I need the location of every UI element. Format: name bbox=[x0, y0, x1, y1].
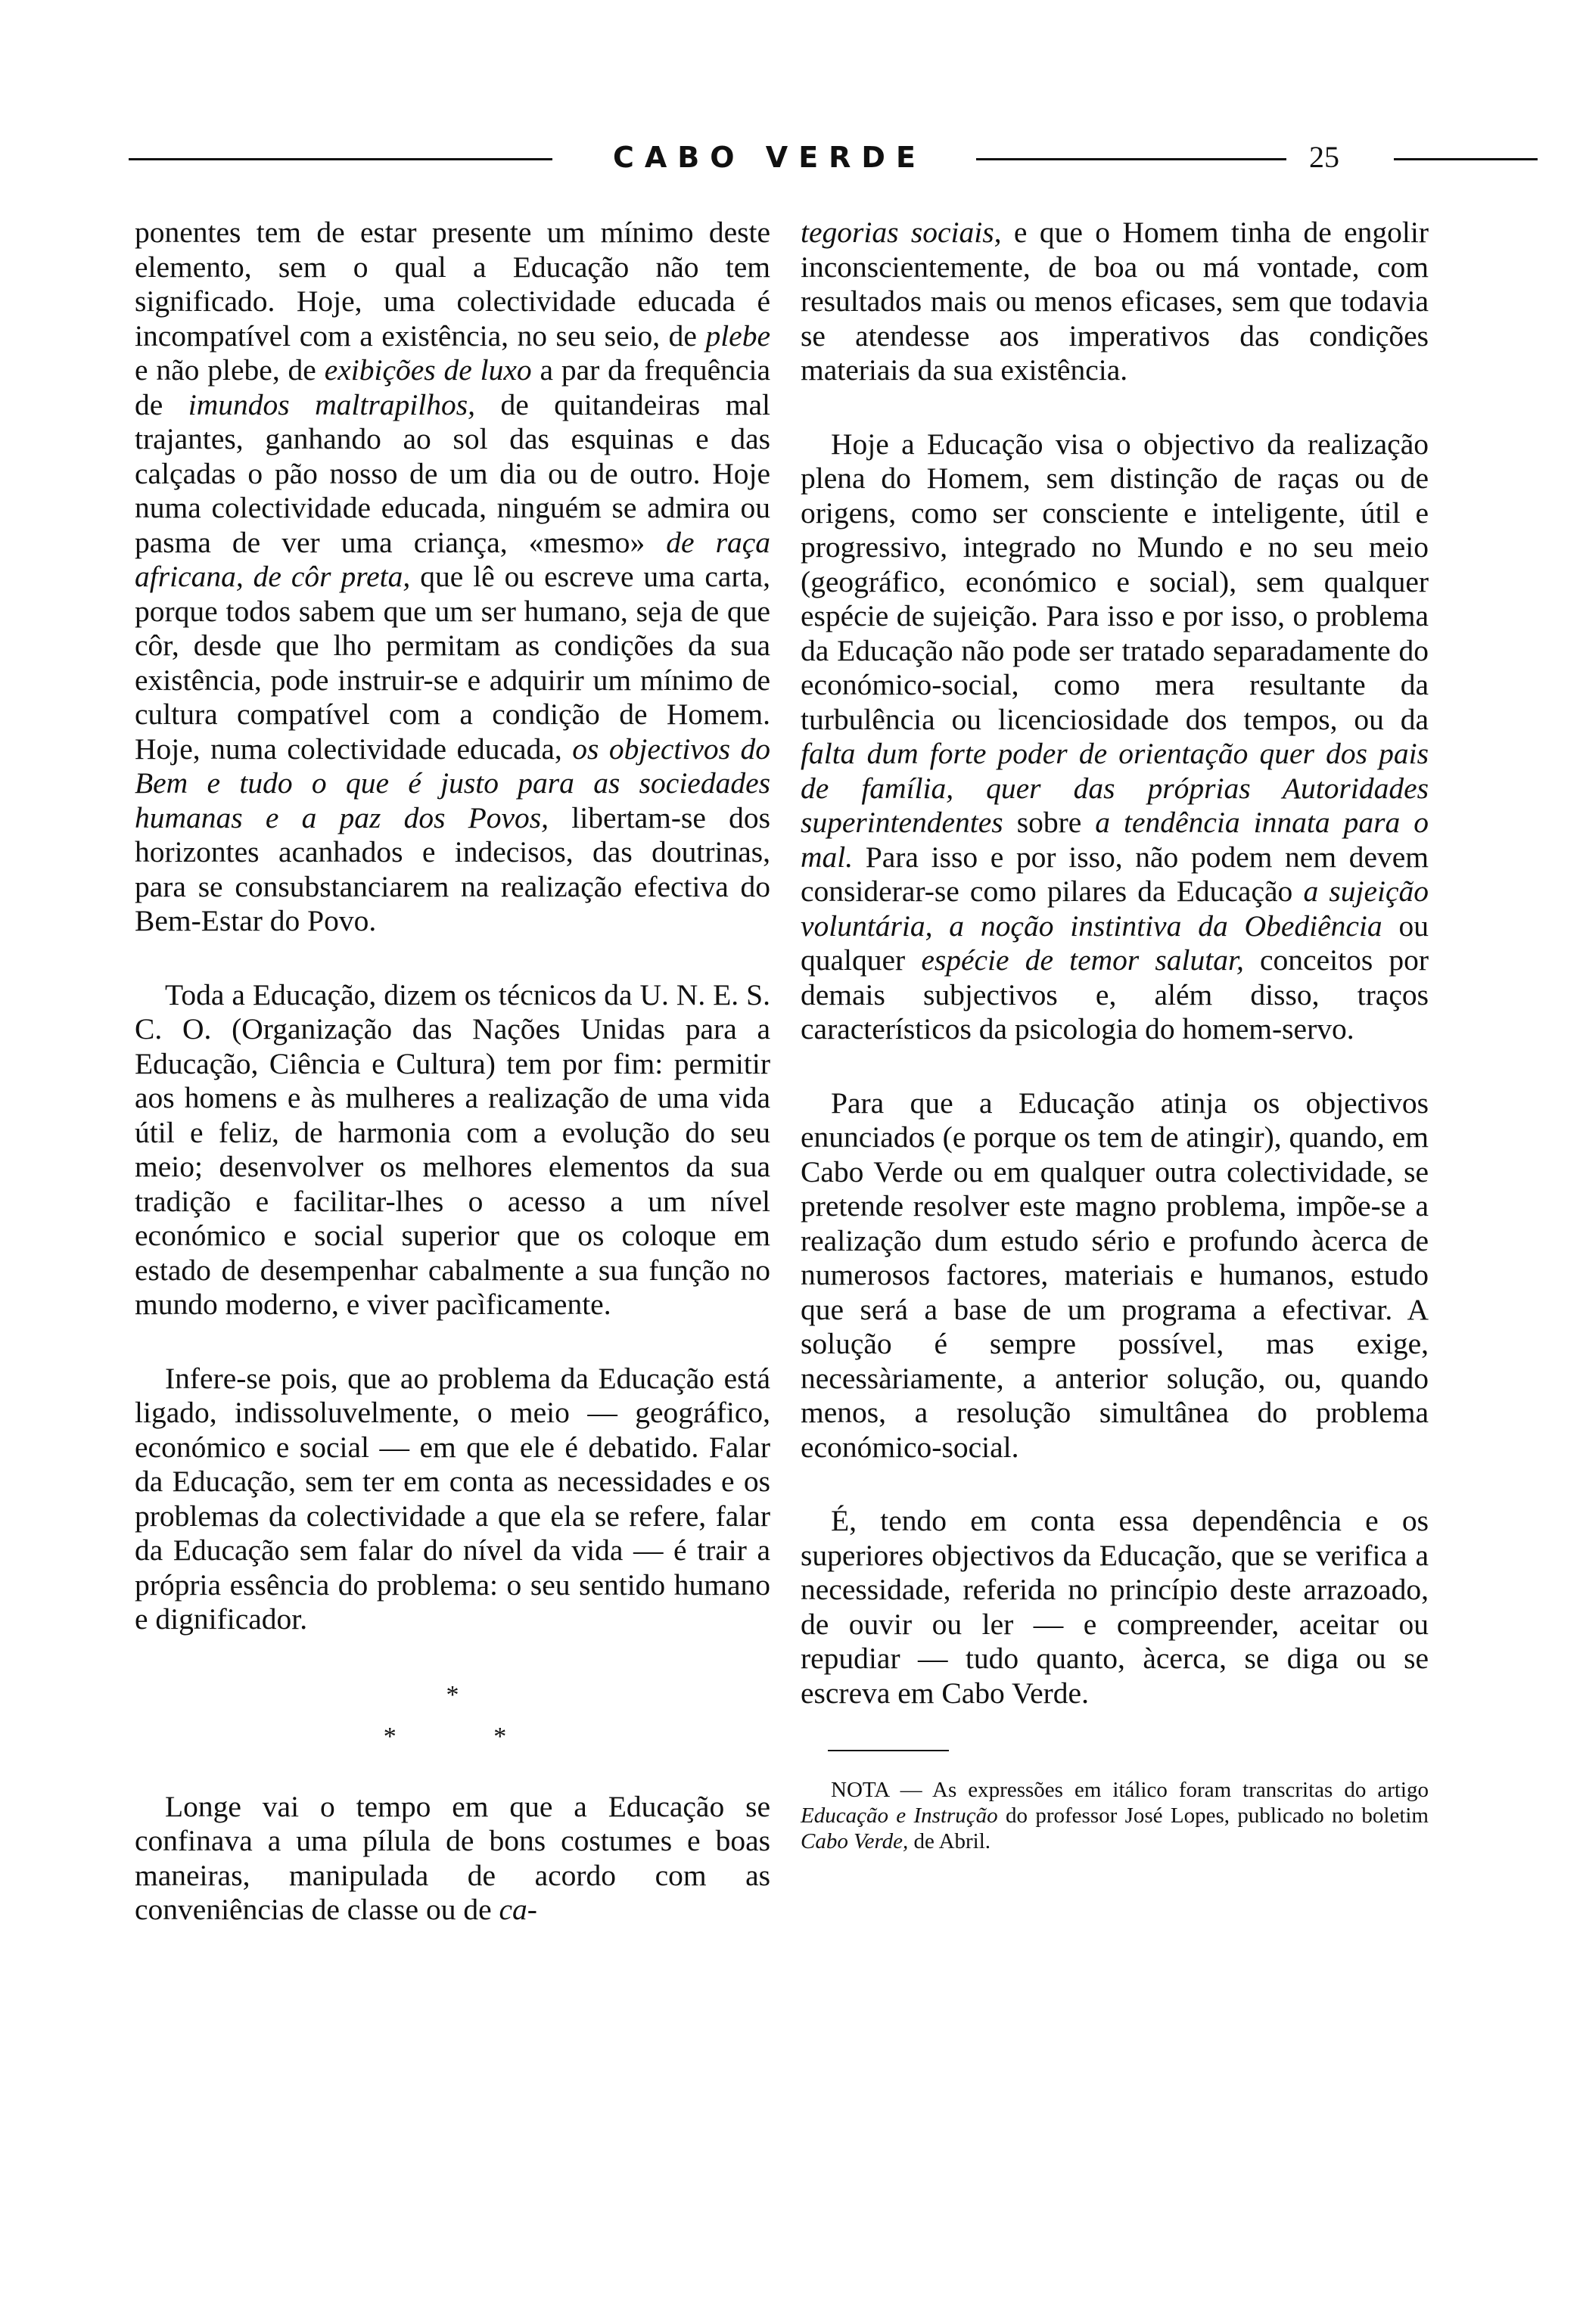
italic-run: de raça africana, de côr preta, bbox=[135, 525, 770, 593]
italic-run: falta dum forte poder de orientação quer dos pais de família, quer das próprias Autoridades superintendentes bbox=[801, 737, 1429, 839]
italic-run: a sujeição voluntária, a noção instintiva da Obediência bbox=[801, 875, 1429, 943]
italic-run: ca- bbox=[499, 1893, 537, 1926]
journal-title: CABO VERDE bbox=[613, 141, 926, 174]
text-run: NOTA — As expressões em itálico foram transcritas do artigo bbox=[831, 1778, 1429, 1802]
text-run: que lê ou escreve uma carta, porque todos sabem que um ser humano, seja de que côr, desde que lho permitam as condições da sua existência, pode instruir-se e adquirir um mínimo de cultura compatível com a condição de Homem. Hoje, numa colectividade educada, bbox=[135, 560, 770, 766]
asterisk-bottom: * * bbox=[383, 1722, 552, 1751]
header-rule-right bbox=[976, 158, 1286, 160]
text-run: Hoje a Educação visa o objectivo da realização plena do Homem, sem distinção de raças ou de origens, como ser consciente e inteligente, útil e progressivo, integrado no Mundo e no seu meio (geográfico, económico e social), sem qualquer espécie de sujeição. Para isso e por isso, o problema da Educação não pode ser tratado separadamente do económico-social, como mera resultante da turbulência ou licenciosidade dos tempos, ou da bbox=[801, 427, 1429, 736]
italic-run: imundos maltrapilhos, bbox=[188, 387, 475, 421]
left-column bbox=[135, 216, 770, 1967]
paragraph-e-tendo: É, tendo em conta essa dependência e os superiores objectivos da Educação, que se verifica a necessidade, referida no princípio deste arrazoado, de ouvir ou ler — e compreender, aceitar ou repudiar — tudo quanto, àcerca, se diga ou se escreva em Cabo Verde. bbox=[801, 1504, 1429, 1710]
text-run: ou qualquer bbox=[801, 909, 1429, 977]
text-run: de quitandeiras mal trajantes, ganhando ao sol das esquinas e das calçadas o pão nosso de um dia ou de outro. Hoje numa colectividade educada, ninguém se admira ou pasma de ver uma criança, «mesmo» bbox=[135, 387, 770, 559]
text-run: ponentes tem de estar presente um mínimo deste elemento, sem o qual a Educação não tem significado. Hoje, uma colectividade educada é incompatível com a existência, no seu seio, de bbox=[135, 216, 770, 353]
header-rule-end bbox=[1394, 158, 1538, 160]
italic-run: tegorias sociais, bbox=[801, 216, 1002, 249]
text-run: conceitos por demais subjectivos e, além disso, traços característicos da psicologia do homem-servo. bbox=[801, 943, 1429, 1045]
paragraph-infere: Infere-se pois, que ao problema da Educação está ligado, indissoluvelmente, o meio — geográfico, económico e social — em que ele é debatido. Falar da Educação, sem ter em conta as necessidades e os problemas da colectividade a que ela se refere, falar da Educação sem falar do nível da vida — é trair a própria essência do problema: o seu sentido humano e dignificador. bbox=[135, 1361, 770, 1636]
text-run: libertam-se dos horizontes acanhados e indecisos, das doutrinas, para se consubstanciarem na realização efectiva do Bem-Estar do Povo. bbox=[135, 800, 770, 937]
paragraph-continued bbox=[801, 216, 1429, 388]
page-number: 25 bbox=[1309, 140, 1339, 174]
italic-run: a tendência innata para o mal. bbox=[801, 806, 1429, 874]
italic-run: Educação e Instrução bbox=[801, 1804, 998, 1828]
italic-run: Cabo Verde, bbox=[801, 1829, 909, 1853]
italic-run: exibições de luxo bbox=[324, 353, 532, 387]
asterisk-top: * bbox=[446, 1680, 459, 1709]
text-run: Longe vai o tempo em que a Educação se confinava a uma pílula de bons costumes e boas maneiras, manipulada de acordo com as conveniências de classe ou de bbox=[135, 1789, 770, 1926]
text-run: Para isso e por isso, não podem nem devem considerar-se como pilares da Educação bbox=[801, 840, 1429, 908]
paragraph-continued bbox=[135, 216, 770, 939]
right-column bbox=[801, 216, 1429, 1894]
section-break-asterisks bbox=[135, 1676, 770, 1760]
header-rule-left bbox=[129, 158, 552, 160]
paragraph-longe bbox=[135, 1790, 770, 1928]
footnote-separator bbox=[828, 1750, 949, 1751]
footnote bbox=[801, 1777, 1429, 1854]
italic-run: espécie de temor salutar, bbox=[921, 943, 1244, 977]
text-run: a par da frequência de bbox=[135, 353, 770, 421]
italic-run: plebe bbox=[705, 318, 770, 353]
text-run: e que o Homem tinha de engolir inconscientemente, de boa ou má vontade, com resultados mais ou menos eficases, sem que todavia se atendesse aos imperativos das condições materiais da sua existência. bbox=[801, 216, 1429, 387]
running-header bbox=[129, 135, 1415, 180]
paragraph-unesco: Toda a Educação, dizem os técnicos da U. N. E. S. C. O. (Organização das Nações Unidas para a Educação, Ciência e Cultura) tem por fim: permitir aos homens e às mulheres a realização de uma vida útil e feliz, de harmonia com a evolução do seu meio; desenvolver os melhores elementos da sua tradição e facilitar-lhes o acesso a um nível económico e social superior que os coloque em estado de desempenhar cabalmente a sua função no mundo moderno, e viver pacìficamente. bbox=[135, 977, 770, 1321]
paragraph-para-que: Para que a Educação atinja os objectivos enunciados (e porque os tem de atingir), quando, em Cabo Verde ou em qualquer outra colectividade, se pretende resolver este magno problema, impõe-se a realização dum estudo sério e profundo àcerca de numerosos factores, materiais e humanos, estudo que será a base de um programa a efectivar. A solução é sempre possível, mas exige, necessàriamente, a anterior solução, ou, quando menos, a resolução simultânea do problema económico-social. bbox=[801, 1086, 1429, 1464]
text-run: de Abril. bbox=[908, 1829, 991, 1853]
paragraph-hoje bbox=[801, 427, 1429, 1047]
text-run: e não plebe, de bbox=[135, 353, 325, 387]
italic-run: os objectivos do Bem e tudo o que é justo para as sociedades humanas e a paz dos Povos, bbox=[135, 732, 770, 834]
text-run: do professor José Lopes, publicado no boletim bbox=[997, 1804, 1429, 1828]
text-run: sobre bbox=[1003, 806, 1096, 839]
